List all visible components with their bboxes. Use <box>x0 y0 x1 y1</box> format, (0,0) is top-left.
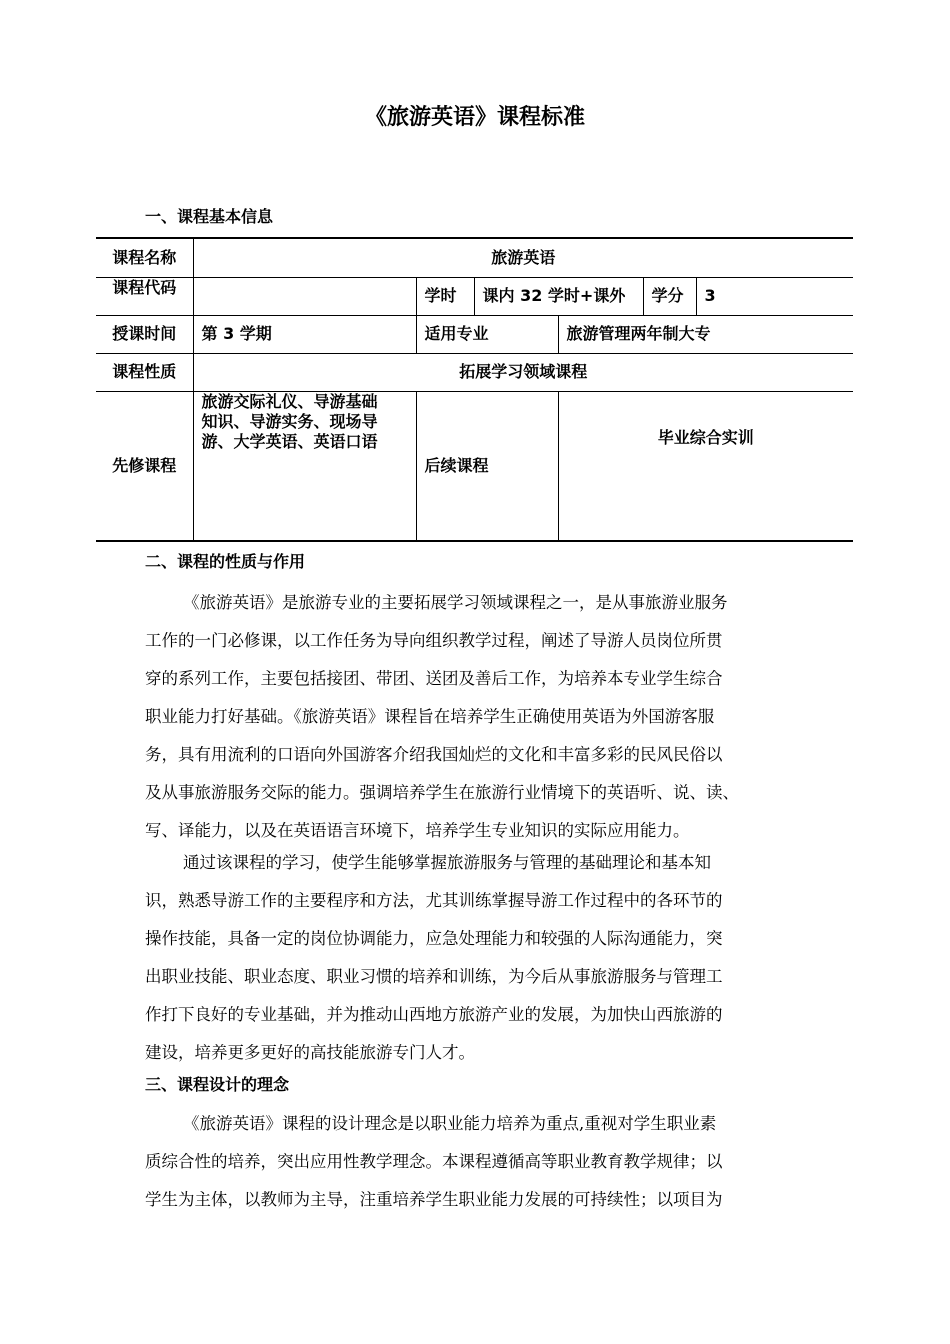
paragraph-line: 《旅游英语》课程的设计理念是以职业能力培养为重点,重视对学生职业素 <box>183 1114 717 1133</box>
paragraph-line: 建设，培养更多更好的高技能旅游专门人才。 <box>145 1043 475 1062</box>
paragraph-line: 质综合性的培养，突出应用性教学理念。本课程遵循高等职业教育教学规律；以 <box>145 1152 723 1171</box>
prereq-label: 先修课程 <box>96 391 193 541</box>
paragraph-line: 出职业技能、职业态度、职业习惯的培养和训练，为今后从事旅游服务与管理工 <box>145 967 723 986</box>
paragraph-line: 《旅游英语》是旅游专业的主要拓展学习领域课程之一，是从事旅游业服务 <box>183 593 728 612</box>
paragraph-line: 通过该课程的学习，使学生能够掌握旅游服务与管理的基础理论和基本知 <box>183 853 711 872</box>
prereq-line: 游、大学英语、英语口语 <box>201 431 378 451</box>
section-heading-basic-info: 一、课程基本信息 <box>145 207 274 226</box>
prereq-value <box>193 391 416 541</box>
hours-value: 课内 32 学时+课外 <box>474 277 643 315</box>
paragraph-line: 职业能力打好基础。《旅游英语》课程旨在培养学生正确使用英语为外国游客服 <box>145 707 715 726</box>
credit-value: 3 <box>696 277 853 315</box>
hours-label: 学时 <box>416 277 474 315</box>
paragraph-line: 学生为主体，以教师为主导，注重培养学生职业能力发展的可持续性；以项目为 <box>145 1190 723 1209</box>
course-code-value <box>193 277 416 315</box>
page-title: 《旅游英语》课程标准 <box>364 105 585 130</box>
paragraph-line: 及从事旅游服务交际的能力。强调培养学生在旅游行业情境下的英语听、说、读、 <box>145 783 739 802</box>
table-row <box>96 238 853 277</box>
course-name-value: 旅游英语 <box>193 238 853 277</box>
paragraph-line: 穿的系列工作，主要包括接团、带团、送团及善后工作，为培养本专业学生综合 <box>145 669 723 688</box>
nature-value: 拓展学习领域课程 <box>193 353 853 391</box>
paragraph-goals <box>145 844 817 1072</box>
table-row <box>96 277 853 315</box>
paragraph-line: 务，具有用流利的口语向外国游客介绍我国灿烂的文化和丰富多彩的民风民俗以 <box>145 745 723 764</box>
course-name-label: 课程名称 <box>96 238 193 277</box>
follow-value: 毕业综合实训 <box>558 391 853 541</box>
major-label: 适用专业 <box>416 315 558 353</box>
paragraph-design <box>145 1105 817 1219</box>
prereq-line: 知识、导游实务、现场导 <box>201 411 378 431</box>
credit-label: 学分 <box>643 277 696 315</box>
table-row <box>96 391 853 541</box>
course-code-label: 课程代码 <box>96 277 193 315</box>
major-value: 旅游管理两年制大专 <box>558 315 853 353</box>
paragraph-line: 写、译能力，以及在英语语言环境下，培养学生专业知识的实际应用能力。 <box>145 821 690 840</box>
paragraph-nature <box>145 584 817 850</box>
prereq-line: 旅游交际礼仪、导游基础 <box>201 391 378 411</box>
section-heading-nature-role: 二、课程的性质与作用 <box>145 552 306 571</box>
follow-label: 后续课程 <box>416 391 558 541</box>
paragraph-line: 工作的一门必修课，以工作任务为导向组织教学过程，阐述了导游人员岗位所贯 <box>145 631 723 650</box>
table-row <box>96 353 853 391</box>
section-heading-design-concept: 三、课程设计的理念 <box>145 1075 290 1094</box>
table-row <box>96 315 853 353</box>
paragraph-line: 操作技能，具备一定的岗位协调能力，应急处理能力和较强的人际沟通能力，突 <box>145 929 723 948</box>
course-info-table <box>96 237 853 542</box>
term-value: 第 3 学期 <box>193 315 416 353</box>
paragraph-line: 作打下良好的专业基础，并为推动山西地方旅游产业的发展，为加快山西旅游的 <box>145 1005 723 1024</box>
nature-label: 课程性质 <box>96 353 193 391</box>
paragraph-line: 识，熟悉导游工作的主要程序和方法，尤其训练掌握导游工作过程中的各环节的 <box>145 891 723 910</box>
term-label: 授课时间 <box>96 315 193 353</box>
